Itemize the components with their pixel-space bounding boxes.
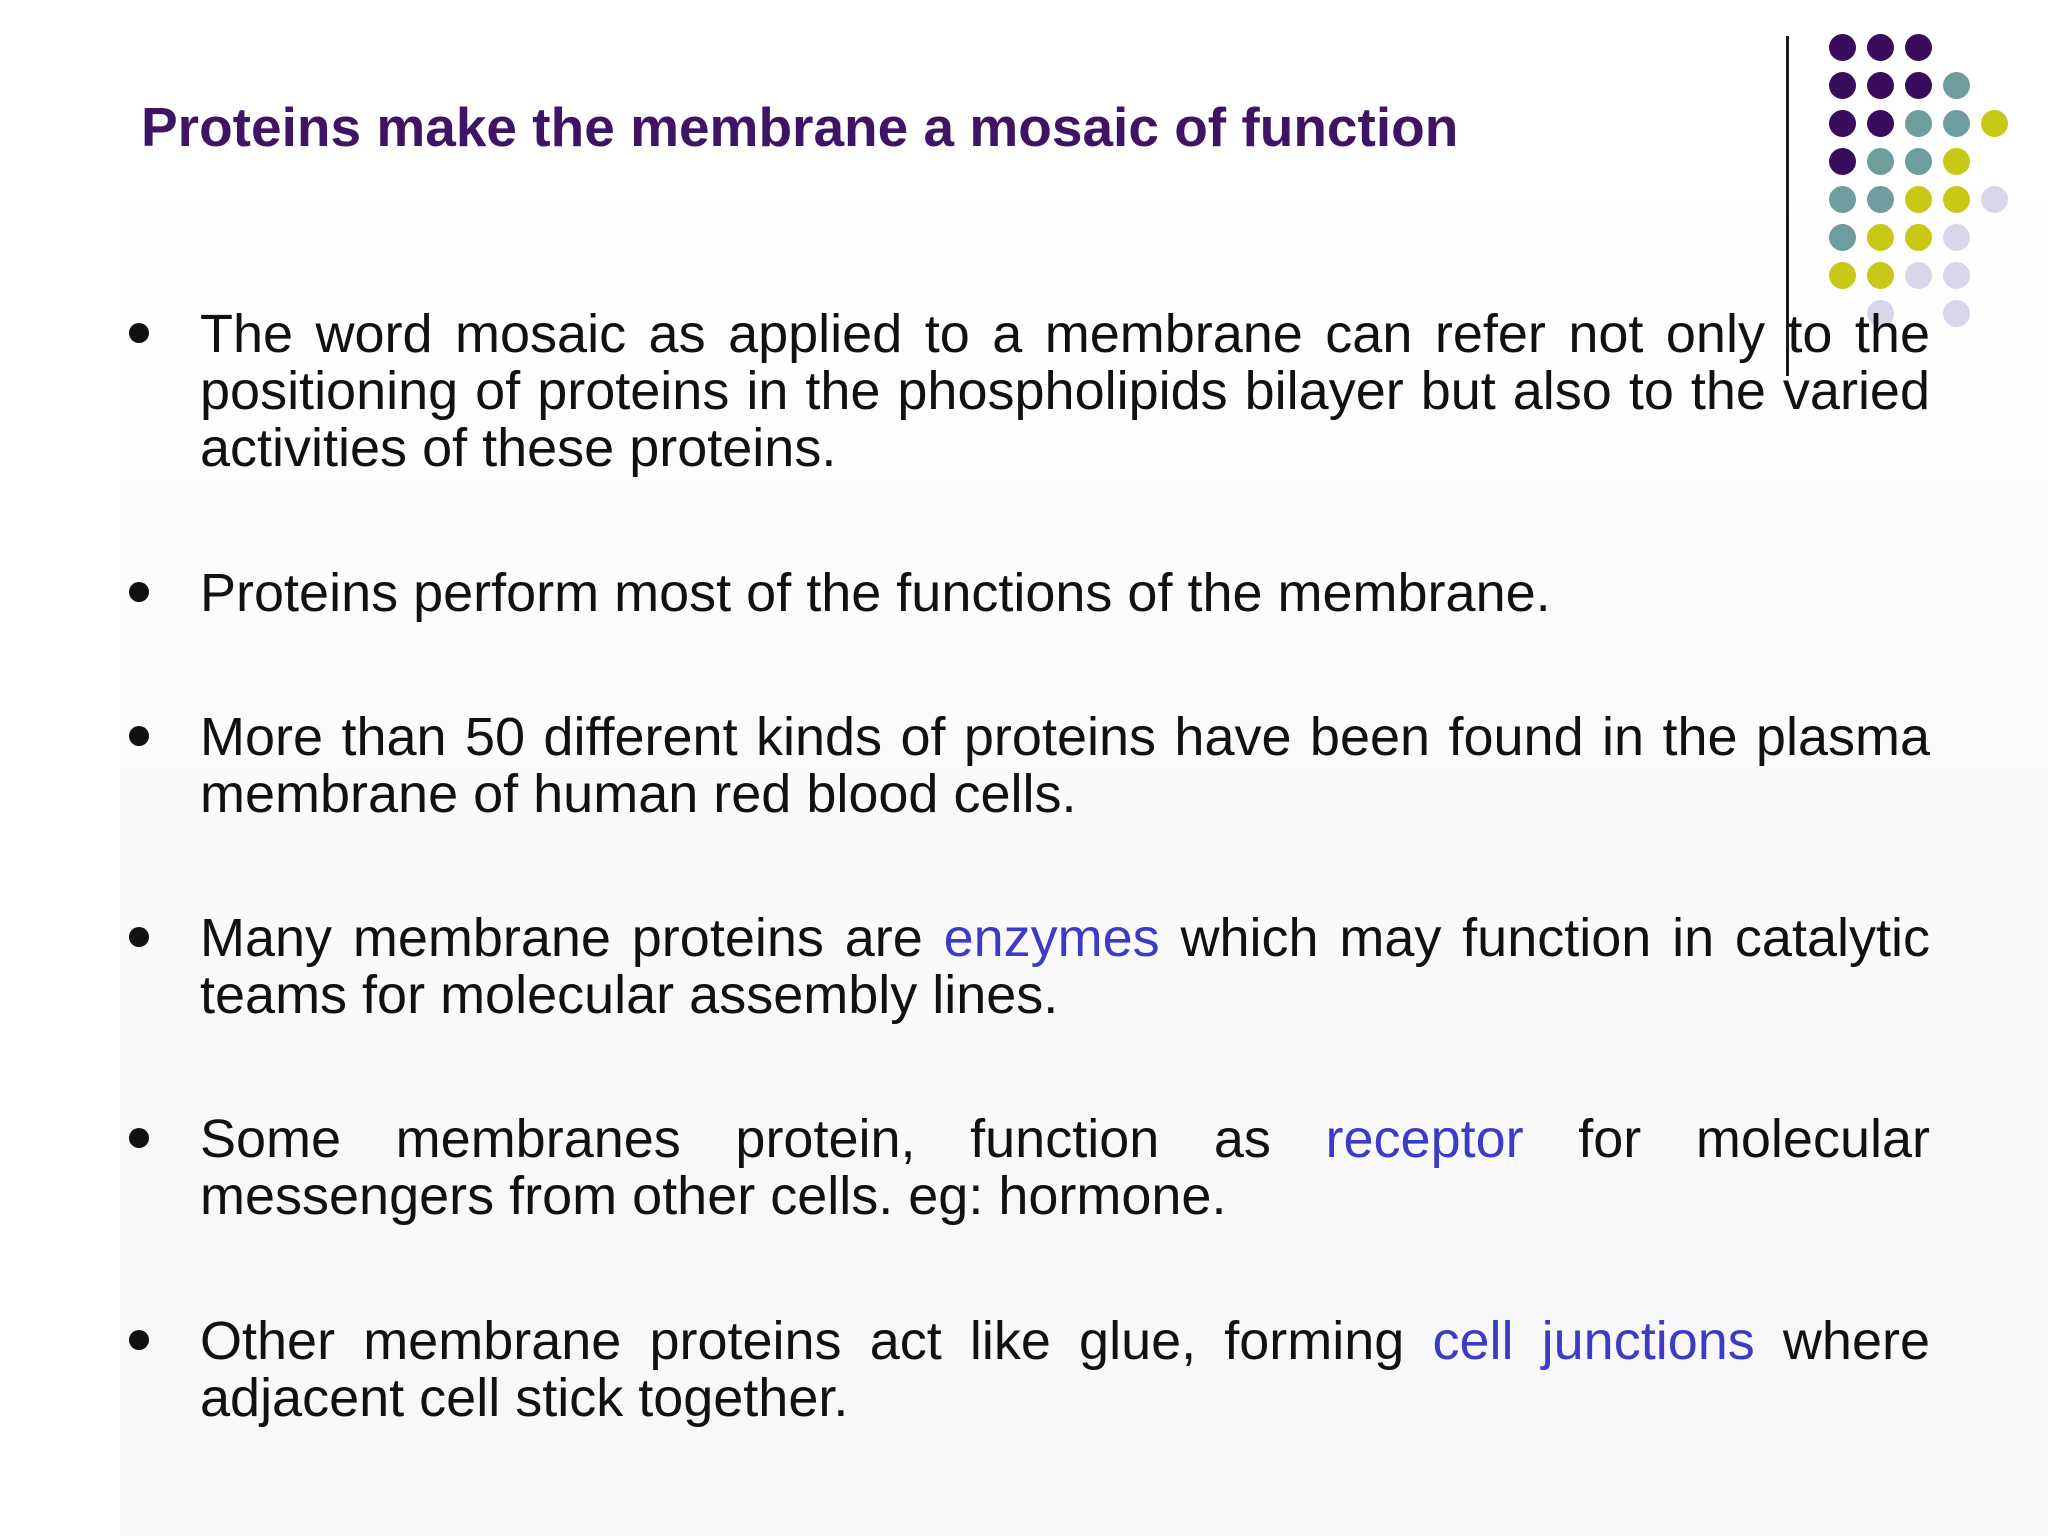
highlighted-term: receptor	[1325, 1109, 1524, 1169]
bullet-text: Proteins perform most of the functions of the membrane.	[200, 563, 1551, 623]
bullet-text: More than 50 different kinds of proteins have been found in the plasma membrane of human red blood cells.	[200, 707, 1930, 824]
bullet-marker	[129, 1128, 149, 1148]
bullet-marker	[129, 1330, 149, 1350]
highlighted-term: cell junctions	[1432, 1311, 1755, 1371]
bullet-text: The word mosaic as applied to a membrane can refer not only to the positioning of proteins in the phospholipids bilayer but also to the varied activities of these proteins.	[200, 304, 1930, 478]
bullet-marker	[129, 726, 149, 746]
bullet-item	[200, 709, 1930, 823]
slide-title: Proteins make the membrane a mosaic of function	[141, 96, 1459, 158]
bullet-text: Other membrane proteins act like glue, forming	[200, 1311, 1433, 1371]
bullet-item	[200, 565, 1930, 622]
bullet-item	[200, 1111, 1930, 1225]
bullet-text-continued: where adjacent cell stick together.	[200, 1311, 1930, 1428]
bullet-marker	[129, 323, 149, 343]
bullet-item	[200, 306, 1930, 477]
bullet-marker	[129, 582, 149, 602]
bullet-text-continued: for molecular messengers from other cells. eg: hormone.	[200, 1109, 1930, 1226]
highlighted-term: enzymes	[943, 908, 1160, 968]
bullet-marker	[129, 927, 149, 947]
bullet-text: Some membranes protein, function as	[200, 1109, 1326, 1169]
bullet-item	[200, 910, 1930, 1024]
bullet-text: Many membrane proteins are	[200, 908, 944, 968]
bullet-item	[200, 1313, 1930, 1427]
bullet-text-continued: which may function in catalytic teams for molecular assembly lines.	[200, 908, 1930, 1025]
